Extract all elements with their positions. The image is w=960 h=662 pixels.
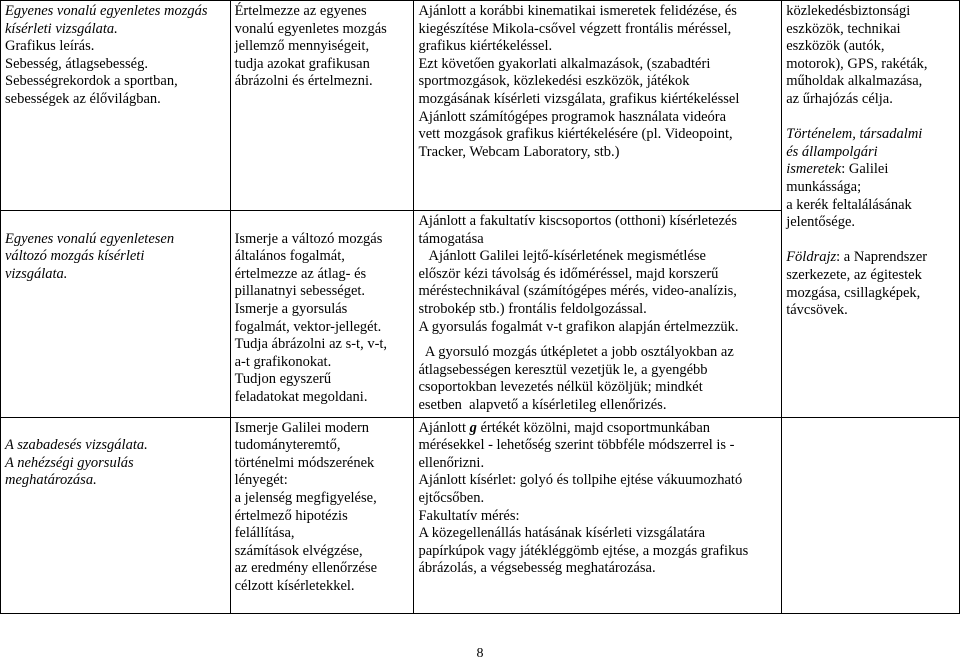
- gravity-symbol: g: [469, 419, 477, 436]
- requirement-line: történelmi módszerének: [234, 454, 375, 471]
- connection-line: közlekedésbiztonsági: [786, 3, 911, 19]
- spacer: [5, 213, 226, 231]
- method-line: A gyorsulás fogalmát v-t grafikon alapján értelmezzük.: [418, 318, 739, 335]
- topic-cell: [1, 1, 231, 211]
- topic-line: vizsgálata.: [5, 265, 68, 282]
- connection-line: eszközök (autók,: [786, 38, 885, 55]
- topic-line: Egyenes vonalú egyenletesen: [5, 230, 175, 247]
- method-text: Ajánlott: [418, 419, 470, 436]
- method-text: értékét közölni, majd csoportmunkában: [476, 419, 710, 436]
- method-line: A gyorsuló mozgás útképletet a jobb osztályokban az: [418, 344, 734, 361]
- requirement-line: jellemző mennyiségeit,: [234, 38, 370, 55]
- method-cell: [414, 211, 782, 418]
- requirement-line: számítások elvégzése,: [234, 542, 363, 559]
- requirement-line: Tudjon egyszerű: [234, 371, 332, 388]
- requirement-line: feladatokat megoldani.: [234, 388, 368, 405]
- method-line: mozgásának kísérleti vizsgálata, grafikus kiértékeléssel: [418, 90, 740, 107]
- method-line: Ajánlott számítógépes programok használata videóra: [418, 108, 727, 125]
- topic-line: sebességek az élővilágban.: [5, 90, 161, 107]
- requirement-line: értelmező hipotézis: [234, 507, 348, 524]
- table-row: [1, 417, 960, 613]
- requirement-line: Ismerje a változó mozgás: [234, 230, 383, 247]
- requirement-line: Értelmezze az egyenes: [234, 3, 367, 19]
- requirement-line: Ismerje Galilei modern: [234, 419, 370, 436]
- method-line: Ajánlott kísérlet: golyó és tollpihe ejtése vákuumozható: [418, 472, 743, 489]
- method-line: vett mozgások grafikus kiértékelésére (pl. Videopoint,: [418, 126, 733, 143]
- geography-line: szerkezete, az égitestek: [786, 266, 922, 283]
- table-row: [1, 1, 960, 211]
- requirement-line: célzott kísérletekkel.: [234, 577, 355, 594]
- history-heading-tail: ismeretek: [786, 161, 842, 178]
- topic-line: Sebesség, átlagsebesség.: [5, 55, 148, 72]
- history-heading: és állampolgári: [786, 143, 878, 160]
- requirement-line: tudományteremtő,: [234, 437, 341, 454]
- method-line: ejtőcsőben.: [418, 489, 485, 506]
- requirement-line: tudja azokat grafikusan: [234, 55, 370, 72]
- requirement-line: a-t grafikonokat.: [234, 353, 332, 370]
- method-line: grafikus kiértékeléssel.: [418, 38, 553, 55]
- topic-cell: [1, 417, 231, 613]
- geography-line: távcsövek.: [786, 302, 848, 319]
- geography-heading: Földrajz: [786, 249, 837, 266]
- method-line: Ezt követően gyakorlati alkalmazások, (szabadtéri: [418, 55, 711, 72]
- topic-line: Egyenes vonalú egyenletes mozgás: [5, 3, 208, 19]
- method-line: Ajánlott a korábbi kinematikai ismeretek felidézése, és: [418, 3, 737, 19]
- topic-line: kísérleti vizsgálata.: [5, 20, 118, 37]
- history-text: : Galilei: [841, 161, 889, 178]
- method-line: sportmozgások, közlekedési eszközök, játékok: [418, 73, 690, 90]
- spacer: [235, 213, 410, 231]
- requirement-line: a jelenség megfigyelése,: [234, 489, 377, 506]
- method-line: papírkúpok vagy játékléggömb ejtése, a mozgás grafikus: [418, 542, 749, 559]
- history-heading: Történelem, társadalmi: [786, 126, 923, 143]
- requirement-line: Tudja ábrázolni az s-t, v-t,: [234, 336, 388, 353]
- method-line: esetben alapvető a kísérletileg ellenőrizés.: [418, 396, 667, 413]
- spacer: [786, 232, 955, 250]
- connection-line: műholdak alkalmazása,: [786, 73, 923, 90]
- connection-cell: [782, 1, 960, 418]
- connection-line: az űrhajózás célja.: [786, 90, 893, 107]
- topic-cell: [1, 211, 231, 418]
- method-line: ábrázolás, a végsebesség meghatározása.: [418, 560, 656, 577]
- requirement-line: fogalmát, vektor-jellegét.: [234, 318, 382, 335]
- history-line: a kerék feltalálásának: [786, 196, 912, 213]
- method-cell: [414, 1, 782, 211]
- requirement-cell: [230, 417, 414, 613]
- method-line: Fakultatív mérés:: [418, 507, 520, 524]
- requirement-cell: [230, 211, 414, 418]
- method-line: [418, 420, 777, 438]
- topic-line: A nehézségi gyorsulás: [5, 454, 134, 471]
- method-line: átlagsebességen keresztül vezetjük le, a gyengébb: [418, 361, 708, 378]
- topic-line: meghatározása.: [5, 472, 97, 489]
- method-line: strobokép stb.) frontális feldolgozással.: [418, 300, 647, 317]
- method-cell: [414, 417, 782, 613]
- requirement-cell: [230, 1, 414, 211]
- spacer: [5, 420, 226, 438]
- spacer: [418, 336, 777, 344]
- spacer: [786, 109, 955, 127]
- connection-cell: [782, 417, 960, 613]
- method-line: Ajánlott Galilei lejtő-kísérletének megismétlése: [418, 248, 706, 265]
- method-line: ellenőrizni.: [418, 454, 485, 471]
- topic-line: A szabadesés vizsgálata.: [5, 437, 148, 454]
- history-line: munkássága;: [786, 178, 862, 195]
- method-line: Ajánlott a fakultatív kiscsoportos (otthoni) kísérletezés: [418, 213, 737, 229]
- requirement-line: lényegét:: [234, 472, 288, 489]
- method-line: A közegellenállás hatásának kísérleti vizsgálatára: [418, 525, 706, 542]
- connection-line: eszközök, technikai: [786, 20, 901, 37]
- method-line: támogatása: [418, 230, 484, 247]
- method-line: méréstechnikával (számítógépes mérés, video-analízis,: [418, 283, 737, 300]
- geography-line: [786, 249, 955, 267]
- topic-line: Sebességrekordok a sportban,: [5, 73, 178, 90]
- connection-line: motorok), GPS, rakéták,: [786, 55, 928, 72]
- requirement-line: Ismerje a gyorsulás: [234, 300, 348, 317]
- requirement-line: felállítása,: [234, 525, 295, 542]
- method-line: kiegészítése Mikola-csővel végzett frontális méréssel,: [418, 20, 732, 37]
- page-number: 8: [476, 646, 484, 661]
- topic-line: Grafikus leírás.: [5, 38, 95, 55]
- geography-text: : a Naprendszer: [836, 249, 928, 266]
- requirement-line: általános fogalmát,: [234, 248, 345, 265]
- requirement-line: ábrázolni és értelmezni.: [234, 73, 373, 90]
- requirement-line: az eredmény ellenőrzése: [234, 560, 378, 577]
- history-line: jelentősége.: [786, 214, 856, 231]
- method-line: mérésekkel - lehetőség szerint többféle módszerrel is -: [418, 437, 735, 454]
- topic-line: változó mozgás kísérleti: [5, 248, 145, 265]
- method-line: Tracker, Webcam Laboratory, stb.): [418, 143, 620, 160]
- requirement-line: értelmezze az átlag- és: [234, 265, 367, 282]
- method-line: csoportokban levezetés nélkül közöljük; mindkét: [418, 379, 703, 396]
- requirement-line: pillanatnyi sebességet.: [234, 283, 366, 300]
- method-line: először kézi távolság és időméréssel, majd korszerű: [418, 265, 719, 282]
- history-line: [786, 161, 955, 179]
- requirement-line: vonalú egyenletes mozgás: [234, 20, 387, 37]
- geography-line: mozgása, csillagképek,: [786, 284, 921, 301]
